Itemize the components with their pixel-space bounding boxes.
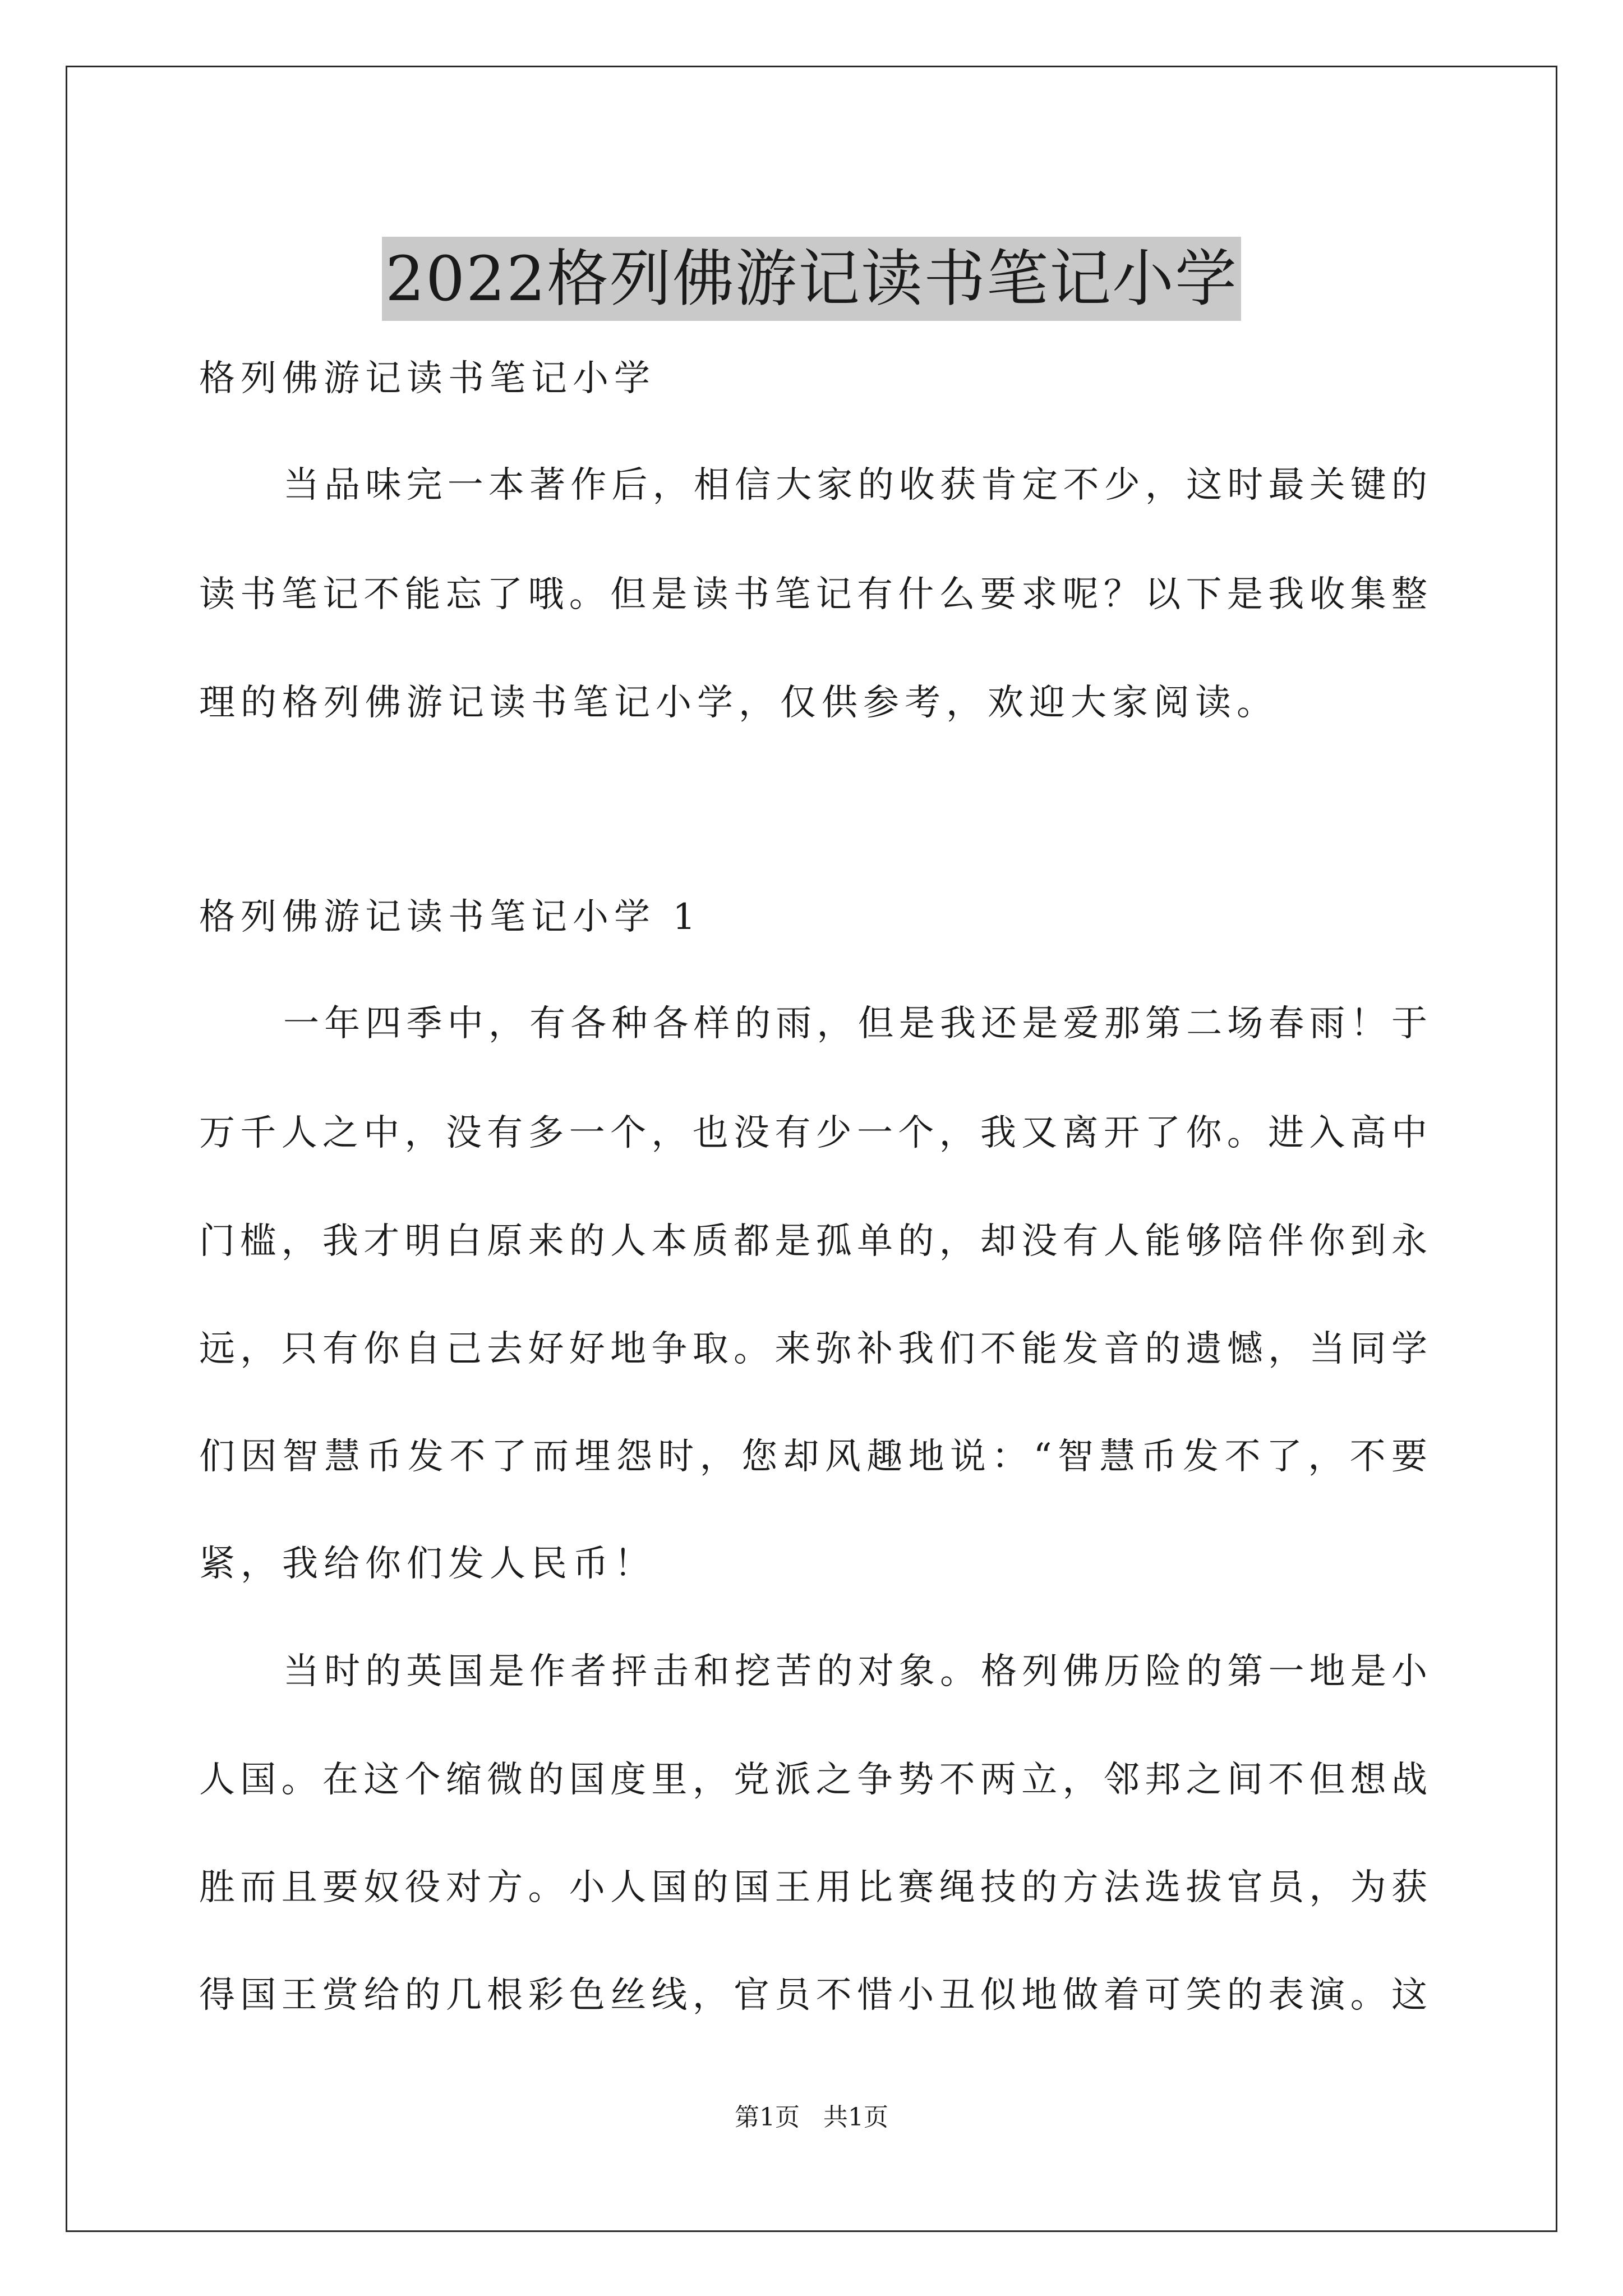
para1-line-3: 门槛，我才明白原来的人本质都是孤单的，却没有人能够陪伴你到永 (199, 1221, 1427, 1262)
page-number: 第1页 (735, 2103, 800, 2132)
title-container (0, 195, 1623, 362)
para1-line-1: 一年四季中，有各种各样的雨，但是我还是爱那第二场春雨！于 (283, 1003, 1427, 1045)
para1-line-2: 万千人之中，没有多一个，也没有少一个，我又离开了你。进入高中 (199, 1112, 1427, 1154)
intro-line-3: 理的格列佛游记读书笔记小学，仅供参考，欢迎大家阅读。 (199, 682, 1278, 724)
para2-line-4: 得国王赏给的几根彩色丝线，官员不惜小丑似地做着可笑的表演。这 (199, 1975, 1427, 2016)
para2-line-1: 当时的英国是作者抨击和挖苦的对象。格列佛历险的第一地是小 (283, 1651, 1427, 1692)
para1-line-4: 远，只有你自己去好好地争取。来弥补我们不能发音的遗憾，当同学 (199, 1328, 1427, 1370)
document-subtitle: 格列佛游记读书笔记小学 (199, 358, 656, 399)
para1-line-5: 们因智慧币发不了而埋怨时，您却风趣地说：“智慧币发不了，不要 (199, 1436, 1427, 1478)
page-footer (0, 2101, 1623, 2134)
section-heading: 格列佛游记读书笔记小学 1 (199, 896, 702, 938)
document-title: 2022格列佛游记读书笔记小学 (382, 237, 1241, 321)
para2-line-3: 胜而且要奴役对方。小人国的国王用比赛绳技的方法选拔官员，为获 (199, 1867, 1427, 1908)
para1-line-6: 紧，我给你们发人民币！ (199, 1543, 656, 1585)
para2-line-2: 人国。在这个缩微的国度里，党派之争势不两立，邻邦之间不但想战 (199, 1759, 1427, 1801)
intro-line-2: 读书笔记不能忘了哦。但是读书笔记有什么要求呢？以下是我收集整 (199, 574, 1427, 615)
page-total: 共1页 (823, 2103, 888, 2132)
intro-line-1: 当品味完一本著作后，相信大家的收获肯定不少，这时最关键的 (283, 464, 1427, 506)
